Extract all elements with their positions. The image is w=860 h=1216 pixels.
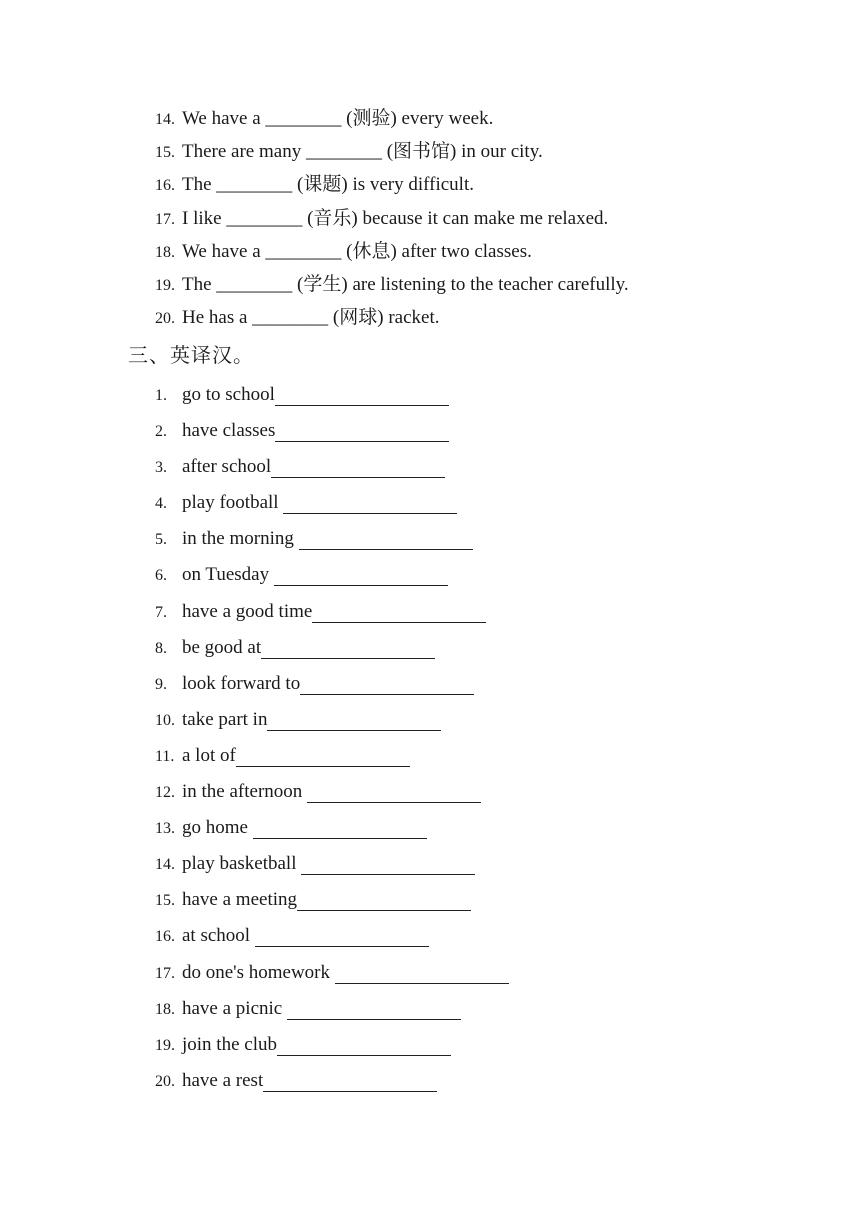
english-phrase: join the club bbox=[182, 1033, 277, 1055]
item-number: 9. bbox=[155, 675, 167, 693]
item-sentence: He has a ________ (网球) racket. bbox=[182, 307, 440, 329]
item-number: 13. bbox=[155, 820, 175, 838]
item-number: 4. bbox=[155, 495, 167, 513]
answer-line[interactable] bbox=[267, 730, 441, 731]
translation-list bbox=[155, 380, 509, 1102]
fill-in-list bbox=[155, 102, 629, 334]
item-number: 17. bbox=[155, 964, 175, 982]
translation-item bbox=[155, 488, 509, 524]
english-phrase: at school bbox=[182, 925, 251, 947]
english-phrase: a lot of bbox=[182, 744, 236, 766]
item-number: 17. bbox=[155, 210, 175, 228]
english-phrase: play football bbox=[182, 492, 279, 514]
english-phrase: take part in bbox=[182, 708, 268, 730]
item-sentence: I like ________ (音乐) because it can make me relaxed. bbox=[182, 207, 609, 229]
answer-line[interactable] bbox=[283, 513, 457, 514]
answer-line[interactable] bbox=[297, 910, 471, 911]
answer-line[interactable] bbox=[236, 766, 410, 767]
item-number: 15. bbox=[155, 892, 175, 910]
english-phrase: on Tuesday bbox=[182, 564, 270, 586]
fill-in-item bbox=[155, 168, 629, 201]
translation-item bbox=[155, 994, 509, 1030]
section-title: 三、英译汉。 bbox=[128, 343, 254, 367]
translation-item bbox=[155, 669, 509, 705]
answer-line[interactable] bbox=[263, 1091, 437, 1092]
item-number: 14. bbox=[155, 856, 175, 874]
item-number: 8. bbox=[155, 639, 167, 657]
answer-line[interactable] bbox=[307, 802, 481, 803]
item-number: 20. bbox=[155, 310, 175, 328]
item-number: 16. bbox=[155, 177, 175, 195]
answer-line[interactable] bbox=[275, 441, 449, 442]
item-number: 5. bbox=[155, 531, 167, 549]
translation-item bbox=[155, 885, 509, 921]
item-sentence: The ________ (学生) are listening to the teacher carefully. bbox=[182, 273, 629, 295]
item-number: 16. bbox=[155, 928, 175, 946]
english-phrase: have a good time bbox=[182, 600, 313, 622]
answer-line[interactable] bbox=[277, 1055, 451, 1056]
fill-in-item bbox=[155, 301, 629, 334]
translation-item bbox=[155, 560, 509, 596]
answer-line[interactable] bbox=[335, 983, 509, 984]
item-sentence: There are many ________ (图书馆) in our city. bbox=[182, 141, 543, 163]
fill-in-item bbox=[155, 102, 629, 135]
english-phrase: have a meeting bbox=[182, 889, 298, 911]
answer-line[interactable] bbox=[312, 622, 486, 623]
translation-item bbox=[155, 813, 509, 849]
item-number: 19. bbox=[155, 1036, 175, 1054]
fill-in-item bbox=[155, 268, 629, 301]
answer-line[interactable] bbox=[299, 549, 473, 550]
item-number: 18. bbox=[155, 243, 175, 261]
item-number: 3. bbox=[155, 459, 167, 477]
item-number: 11. bbox=[155, 747, 175, 765]
english-phrase: have classes bbox=[182, 420, 276, 442]
answer-line[interactable] bbox=[261, 658, 435, 659]
translation-item bbox=[155, 380, 509, 416]
translation-item bbox=[155, 452, 509, 488]
fill-in-item bbox=[155, 135, 629, 168]
answer-line[interactable] bbox=[253, 838, 427, 839]
translation-item bbox=[155, 1066, 509, 1102]
english-phrase: after school bbox=[182, 456, 272, 478]
translation-item bbox=[155, 705, 509, 741]
item-sentence: We have a ________ (休息) after two classes. bbox=[182, 240, 532, 262]
translation-item bbox=[155, 921, 509, 957]
answer-line[interactable] bbox=[301, 874, 475, 875]
translation-item bbox=[155, 524, 509, 560]
translation-item bbox=[155, 849, 509, 885]
translation-item bbox=[155, 958, 509, 994]
english-phrase: have a picnic bbox=[182, 997, 283, 1019]
item-sentence: We have a ________ (测验) every week. bbox=[182, 108, 494, 129]
item-number: 15. bbox=[155, 144, 175, 162]
translation-item bbox=[155, 1030, 509, 1066]
english-phrase: go to school bbox=[182, 384, 275, 405]
english-phrase: in the afternoon bbox=[182, 781, 303, 803]
item-number: 1. bbox=[155, 387, 167, 404]
translation-item bbox=[155, 597, 509, 633]
english-phrase: play basketball bbox=[182, 853, 297, 875]
item-number: 19. bbox=[155, 276, 175, 294]
item-number: 14. bbox=[155, 111, 175, 128]
english-phrase: in the morning bbox=[182, 528, 294, 550]
answer-line[interactable] bbox=[274, 585, 448, 586]
item-number: 2. bbox=[155, 423, 167, 441]
english-phrase: go home bbox=[182, 817, 248, 839]
english-phrase: be good at bbox=[182, 636, 262, 658]
english-phrase: look forward to bbox=[182, 672, 301, 694]
translation-item bbox=[155, 416, 509, 452]
answer-line[interactable] bbox=[275, 405, 449, 406]
translation-item bbox=[155, 777, 509, 813]
answer-line[interactable] bbox=[300, 694, 474, 695]
answer-line[interactable] bbox=[255, 946, 429, 947]
item-number: 12. bbox=[155, 784, 175, 802]
english-phrase: do one's homework bbox=[182, 961, 331, 983]
translation-item bbox=[155, 741, 509, 777]
answer-line[interactable] bbox=[287, 1019, 461, 1020]
translation-item bbox=[155, 633, 509, 669]
item-number: 7. bbox=[155, 603, 167, 621]
fill-in-item bbox=[155, 235, 629, 268]
item-number: 18. bbox=[155, 1000, 175, 1018]
fill-in-item bbox=[155, 202, 629, 235]
english-phrase: have a rest bbox=[182, 1069, 264, 1091]
answer-line[interactable] bbox=[271, 477, 445, 478]
item-number: 6. bbox=[155, 567, 167, 585]
item-number: 10. bbox=[155, 711, 175, 729]
item-sentence: The ________ (课题) is very difficult. bbox=[182, 174, 474, 196]
item-number: 20. bbox=[155, 1072, 175, 1090]
